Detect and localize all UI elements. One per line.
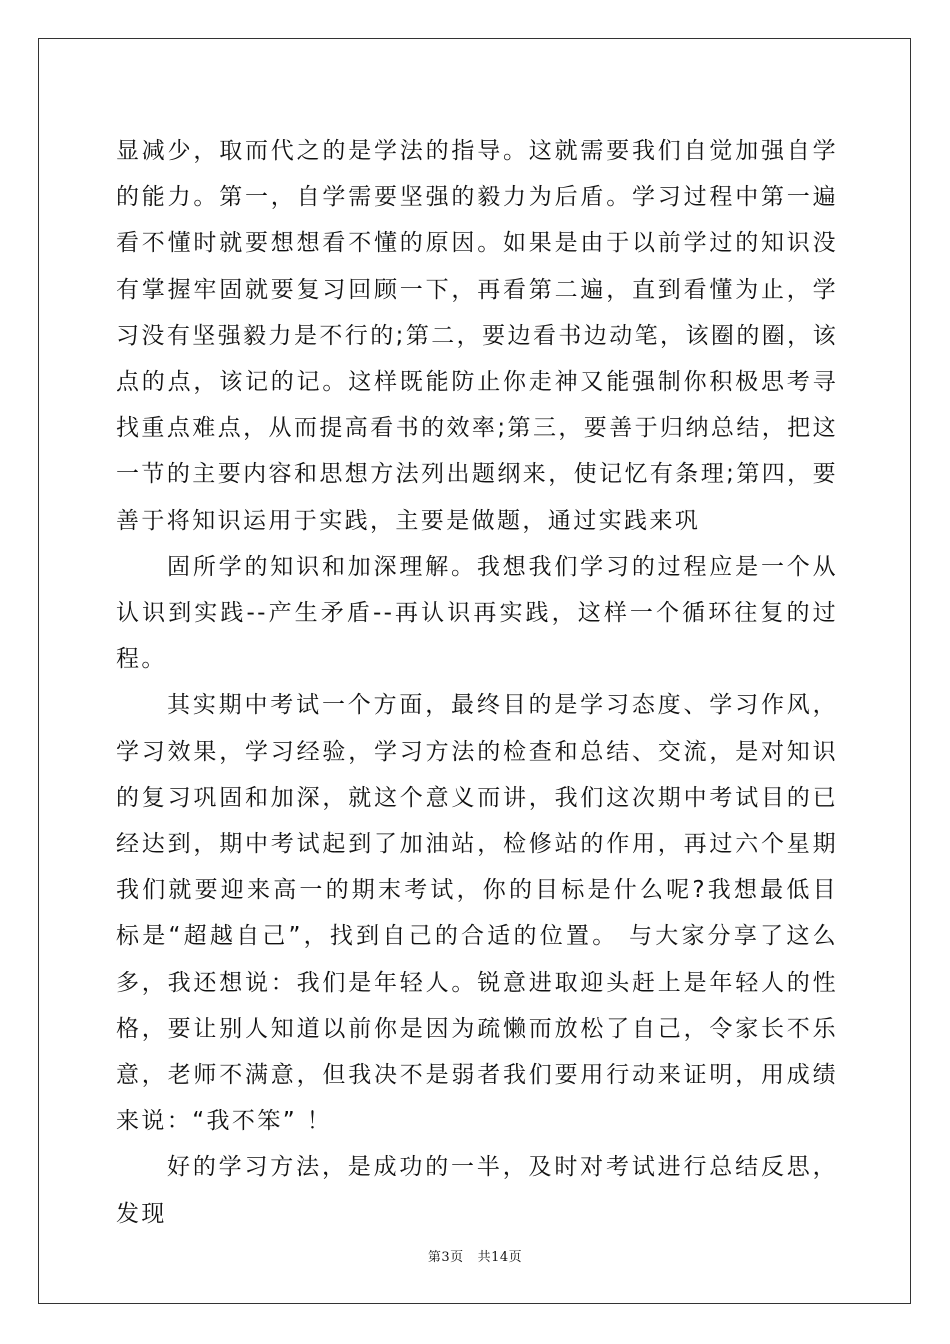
- document-body: [116, 128, 838, 1237]
- paragraph-1: 显减少，取而代之的是学法的指导。这就需要我们自觉加强自学的能力。第一，自学需要坚强的毅力为后盾。学习过程中第一遍看不懂时就要想想看不懂的原因。如果是由于以前学过的知识没有掌握牢固就要复习回顾一下，再看第二遍，直到看懂为止，学习没有坚强毅力是不行的;第二，要边看书边动笔，该圈的圈，该点的点，该记的记。这样既能防止你走神又能强制你积极思考寻找重点难点，从而提高看书的效率;第三，要善于归纳总结，把这一节的主要内容和思想方法列出题纲来，使记忆有条理;第四，要善于将知识运用于实践，主要是做题，通过实践来巩: [116, 138, 838, 534]
- page-number: 第3页: [427, 1250, 464, 1265]
- paragraph-2: 固所学的知识和加深理解。我想我们学习的过程应是一个从认识到实践--产生矛盾--再认识再实践，这样一个循环往复的过程。: [116, 553, 838, 673]
- paragraph-4: 好的学习方法，是成功的一半，及时对考试进行总结反思，发现: [116, 1154, 838, 1227]
- paragraph-3: 其实期中考试一个方面，最终目的是学习态度、学习作风，学习效果，学习经验，学习方法的检查和总结、交流，是对知识的复习巩固和加深，就这个意义而讲，我们这次期中考试目的已经达到，期中考试起到了加油站，检修站的作用，再过六个星期我们就要迎来高一的期末考试，你的目标是什么呢?我想最低目标是“超越自己”，找到自己的合适的位置。 与大家分享了这么多，我还想说：我们是年轻人。锐意进取迎头赶上是年轻人的性格，要让别人知道以前你是因为疏懒而放松了自己，令家长不乐意，老师不满意，但我决不是弱者我们要用行动来证明，用成绩来说：“我不笨” ！: [116, 692, 838, 1135]
- page-footer: [0, 1246, 950, 1265]
- page-total: 共14页: [477, 1250, 523, 1265]
